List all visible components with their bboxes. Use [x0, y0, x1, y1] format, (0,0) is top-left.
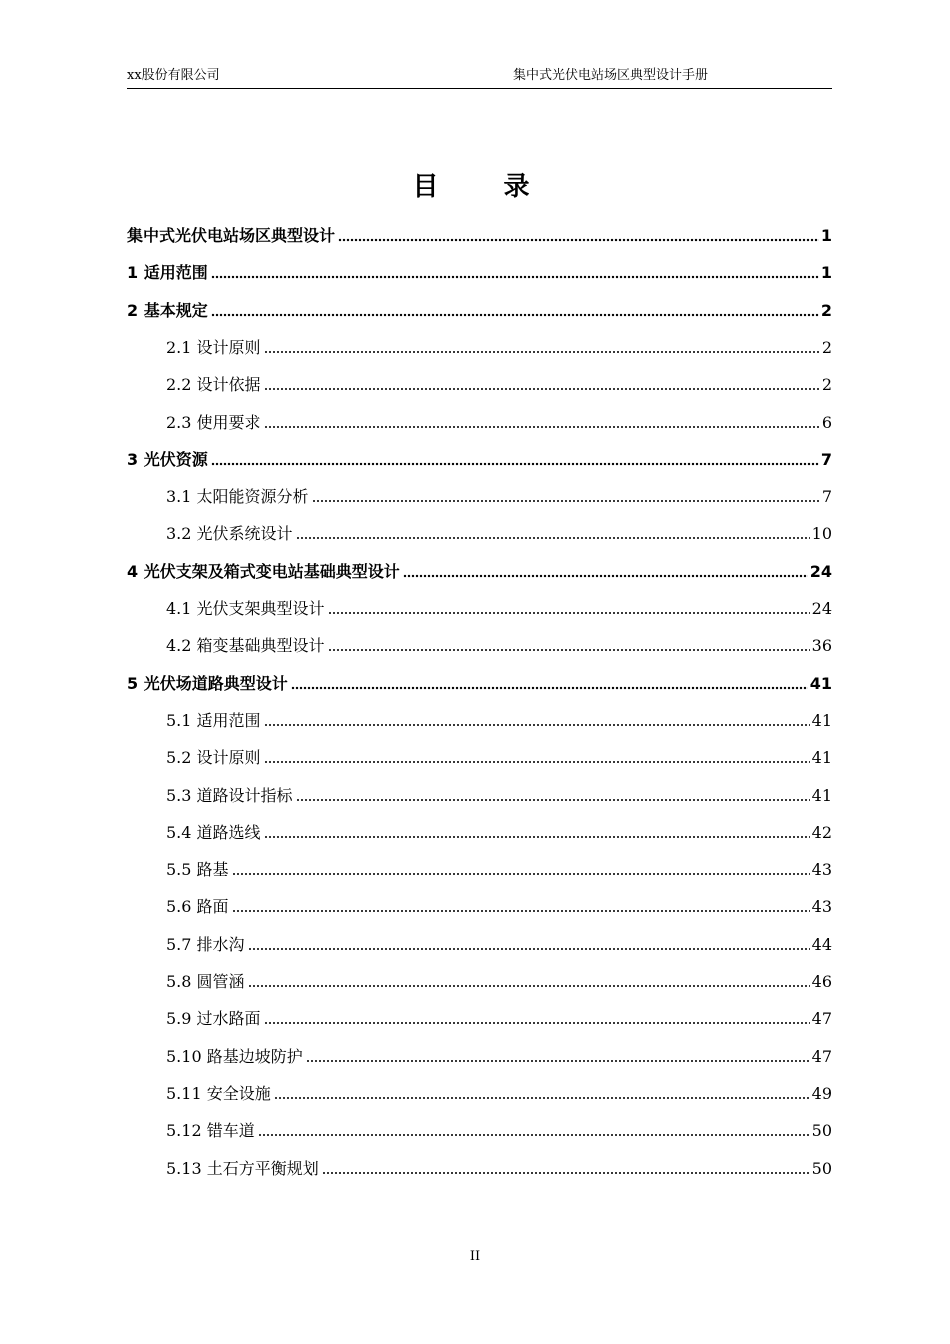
toc-entry-label: 5 光伏场道路典型设计: [127, 673, 288, 693]
toc-entry-page: 43: [811, 860, 832, 880]
toc-dot-leader: [211, 462, 819, 466]
toc-entry-label: 5.11 安全设施: [166, 1083, 271, 1103]
toc-entry-label: 5.10 路基边坡防护: [166, 1046, 303, 1066]
toc-entry-label: 4.2 箱变基础典型设计: [166, 636, 325, 656]
toc-entry[interactable]: [127, 477, 832, 507]
toc-entry[interactable]: [127, 1111, 832, 1141]
toc-dot-leader: [312, 499, 820, 503]
toc-entry-page: 7: [821, 487, 832, 507]
toc-dot-leader: [264, 350, 820, 354]
toc-entry-page: 47: [811, 1009, 832, 1029]
toc-entry-page: 1: [820, 226, 832, 245]
toc-dot-leader: [306, 1059, 810, 1063]
toc-entry[interactable]: [127, 738, 832, 768]
toc-entry-label: 5.12 错车道: [166, 1121, 255, 1141]
toc-dot-leader: [264, 760, 810, 764]
toc-entry[interactable]: [127, 776, 832, 806]
toc-dot-leader: [248, 984, 810, 988]
toc-title: 目 录: [412, 172, 558, 202]
toc-dot-leader: [211, 313, 819, 317]
toc-entry-page: 41: [811, 710, 832, 730]
toc-entry-page: 44: [811, 934, 832, 954]
toc-dot-leader: [248, 947, 810, 951]
toc-entry[interactable]: [127, 962, 832, 992]
toc-dot-leader: [322, 1171, 810, 1175]
header-company: xx股份有限公司: [127, 68, 220, 83]
toc-entry[interactable]: [127, 664, 832, 694]
toc-entry-label: 5.3 道路设计指标: [166, 785, 293, 805]
toc-entry[interactable]: [127, 701, 832, 731]
toc-entry[interactable]: [127, 626, 832, 656]
toc-entry-page: 49: [811, 1083, 832, 1103]
toc-entry-page: 42: [811, 822, 832, 842]
toc-entry-label: 1 适用范围: [127, 263, 208, 283]
toc-entry[interactable]: [127, 850, 832, 880]
toc-entry[interactable]: [127, 440, 832, 470]
toc-dot-leader: [338, 238, 819, 242]
toc-entry-label: 5.5 路基: [166, 860, 229, 880]
toc-entry-label: 3.2 光伏系统设计: [166, 524, 293, 544]
toc-dot-leader: [211, 275, 819, 279]
toc-entry-page: 50: [811, 1121, 832, 1141]
toc-entry-label: 5.1 适用范围: [166, 710, 261, 730]
toc-entry-label: 2 基本规定: [127, 300, 208, 320]
toc-entry[interactable]: [127, 253, 832, 283]
toc-entry-page: 2: [821, 337, 832, 357]
toc-entry[interactable]: [127, 365, 832, 395]
toc-entry-page: 1: [820, 263, 832, 283]
toc-entry-label: 2.3 使用要求: [166, 412, 261, 432]
toc-entry-label: 4 光伏支架及箱式变电站基础典型设计: [127, 561, 400, 581]
page-number: II: [469, 1249, 481, 1264]
toc-entry[interactable]: [127, 813, 832, 843]
toc-entry-label: 5.13 土石方平衡规划: [166, 1158, 319, 1178]
toc-entry-label: 5.7 排水沟: [166, 934, 245, 954]
toc-entry-label: 2.2 设计依据: [166, 375, 261, 395]
toc-entry-label: 5.9 过水路面: [166, 1009, 261, 1029]
toc-entry-label: 集中式光伏电站场区典型设计: [127, 226, 336, 245]
toc-dot-leader: [232, 909, 810, 913]
toc-entry[interactable]: [127, 1074, 832, 1104]
toc-entry-label: 5.8 圆管涵: [166, 972, 245, 991]
toc-dot-leader: [264, 723, 810, 727]
toc-entry-page: 7: [820, 449, 832, 469]
toc-entry-page: 2: [821, 375, 832, 395]
toc-entry-page: 41: [811, 748, 832, 768]
toc-entry-page: 41: [809, 673, 832, 693]
toc-entry[interactable]: [127, 216, 832, 246]
toc-dot-leader: [328, 648, 810, 652]
header-doc-title: 集中式光伏电站场区典型设计手册: [513, 68, 709, 83]
toc-entry[interactable]: [127, 514, 832, 544]
toc-entry[interactable]: [127, 999, 832, 1029]
toc-entry[interactable]: [127, 887, 832, 917]
toc-entry[interactable]: [127, 925, 832, 955]
toc-dot-leader: [291, 686, 808, 690]
toc-dot-leader: [264, 1021, 810, 1025]
toc-entry-page: 2: [820, 300, 832, 320]
toc-entry-page: 6: [821, 412, 832, 432]
toc-entry-page: 24: [809, 561, 832, 581]
toc-entry-label: 5.4 道路选线: [166, 822, 261, 842]
toc-entry[interactable]: [127, 403, 832, 433]
toc-entry-label: 2.1 设计原则: [166, 337, 261, 357]
toc-entry-label: 5.2 设计原则: [166, 748, 261, 768]
toc-dot-leader: [296, 798, 810, 802]
toc-entry-label: 3 光伏资源: [127, 449, 208, 469]
toc-entry-page: 43: [811, 897, 832, 917]
toc-entry[interactable]: [127, 552, 832, 582]
toc-entry-label: 4.1 光伏支架典型设计: [166, 599, 325, 618]
toc-dot-leader: [264, 835, 810, 839]
toc-dot-leader: [274, 1096, 810, 1100]
toc-dot-leader: [403, 574, 808, 578]
toc-entry[interactable]: [127, 1037, 832, 1067]
toc-entry-page: 47: [811, 1046, 832, 1066]
toc-entry-page: 50: [811, 1158, 832, 1178]
toc-dot-leader: [258, 1133, 810, 1137]
toc-entry-page: 24: [811, 599, 832, 618]
toc-entry[interactable]: [127, 1149, 832, 1179]
toc-dot-leader: [264, 387, 820, 391]
toc-dot-leader: [232, 872, 810, 876]
toc-entry-page: 41: [811, 785, 832, 805]
toc-entry-label: 3.1 太阳能资源分析: [166, 487, 309, 507]
page-header: [127, 66, 832, 89]
toc-dot-leader: [264, 425, 820, 429]
toc-entry[interactable]: [127, 328, 832, 358]
toc-entry-label: 5.6 路面: [166, 897, 229, 917]
toc-entry[interactable]: [127, 291, 832, 321]
toc-entry-page: 10: [811, 524, 832, 544]
toc-dot-leader: [328, 611, 810, 615]
toc-entry-page: 36: [811, 636, 832, 656]
toc-dot-leader: [296, 536, 810, 540]
toc-entry-page: 46: [811, 972, 832, 991]
toc-entry[interactable]: [127, 589, 832, 619]
